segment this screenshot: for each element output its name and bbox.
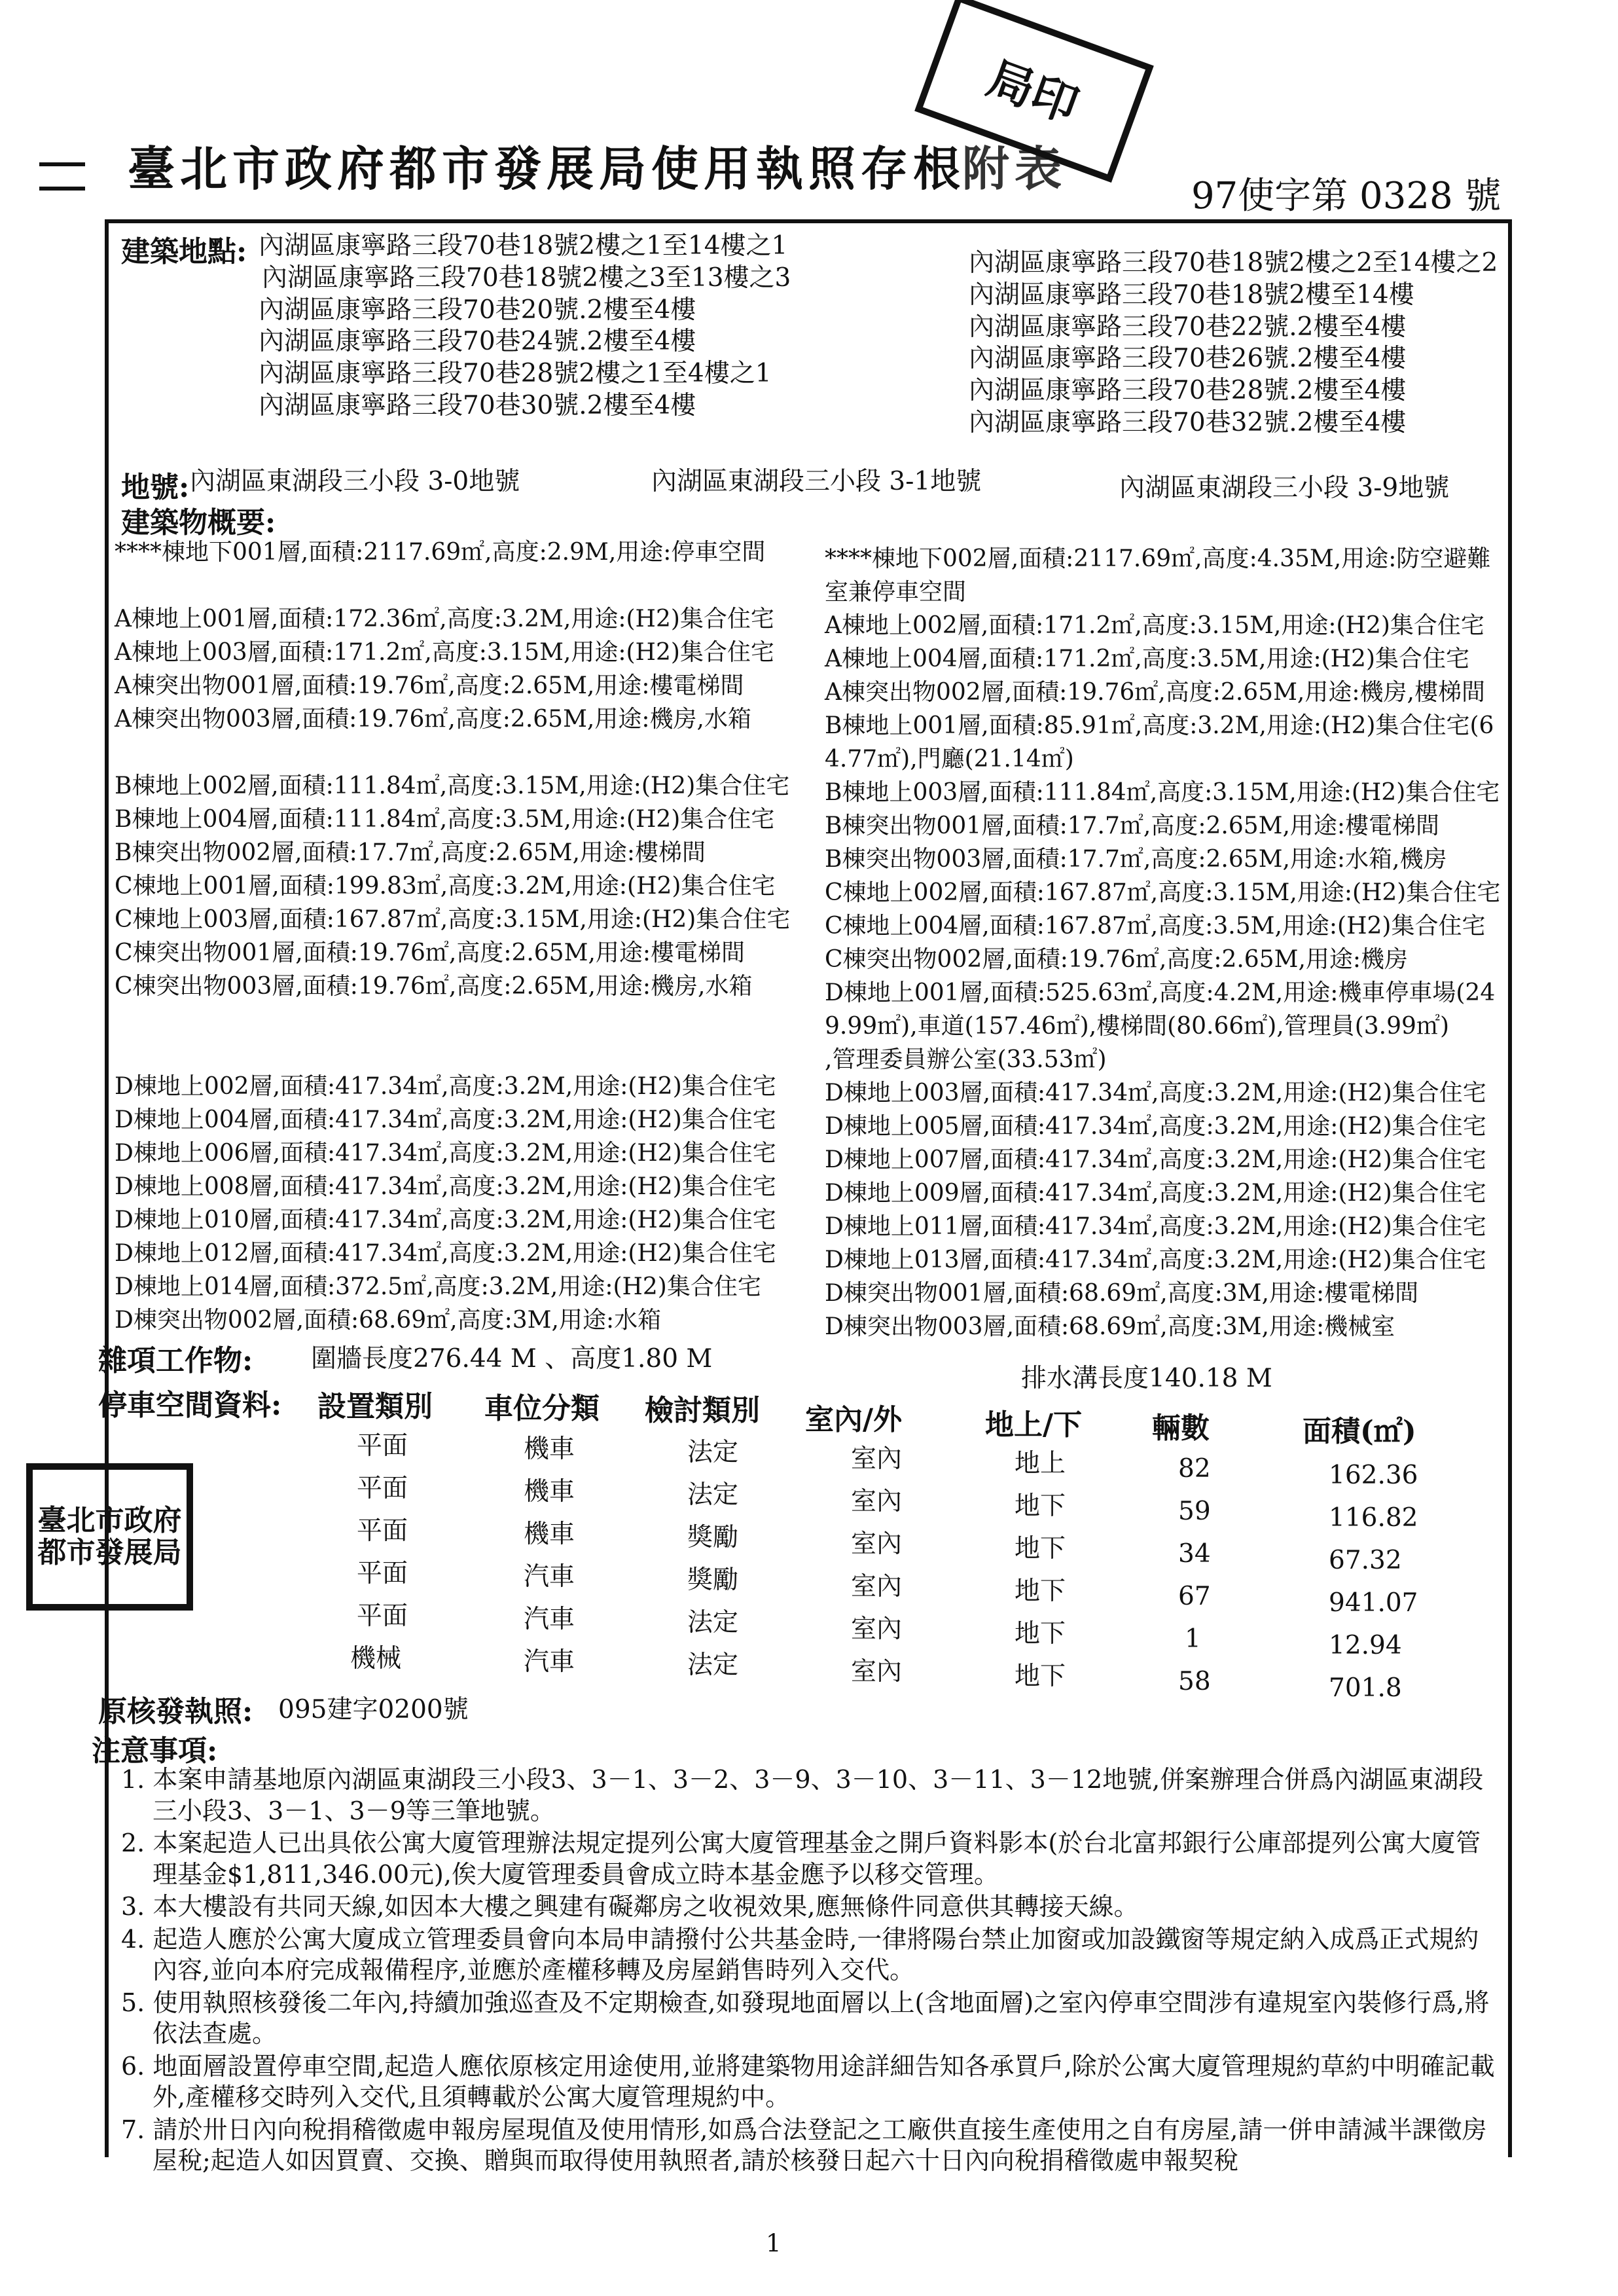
drain-spec: 排水溝長度140.18 M [1021, 1364, 1272, 1393]
building-floor-item: D棟地上003層,面積:417.34㎡,高度:3.2M,用途:(H2)集合住宅 [825, 1080, 1486, 1106]
building-floor-item: C棟突出物002層,面積:19.76㎡,高度:2.65M,用途:機房 [825, 946, 1409, 973]
building-floor-item: B棟地上004層,面積:111.84㎡,高度:3.5M,用途:(H2)集合住宅 [115, 806, 775, 833]
building-floor-item: B棟突出物003層,面積:17.7㎡,高度:2.65M,用途:水箱,機房 [825, 846, 1447, 873]
parking-cell: 34 [1178, 1539, 1211, 1569]
parking-cell: 地下 [1015, 1576, 1066, 1606]
building-floor-item: C棟地上004層,面積:167.87㎡,高度:3.5M,用途:(H2)集合住宅 [825, 913, 1486, 939]
building-floor-item: D棟地上009層,面積:417.34㎡,高度:3.2M,用途:(H2)集合住宅 [825, 1180, 1486, 1207]
box-right-border [1508, 219, 1512, 2157]
parking-cell: 1 [1185, 1624, 1201, 1654]
building-floor-item: 9.99㎡),車道(157.46㎡),樓梯間(80.66㎡),管理員(3.99㎡) [825, 1013, 1449, 1040]
location-item: 內湖區康寧路三段70巷20號.2樓至4樓 [259, 295, 696, 325]
agency-seal-stamp [26, 1463, 193, 1611]
building-floor-item: A棟地上002層,面積:171.2㎡,高度:3.15M,用途:(H2)集合住宅 [825, 612, 1484, 639]
building-floor-item: D棟突出物003層,面積:68.69㎡,高度:3M,用途:機械室 [825, 1313, 1395, 1340]
original-permit-label: 原核發執照: [98, 1695, 253, 1728]
building-floor-item [115, 1036, 821, 1070]
parking-cell: 地下 [1015, 1662, 1066, 1691]
parking-cell: 941.07 [1329, 1588, 1418, 1618]
parking-header-cell: 面積(㎡) [1303, 1415, 1416, 1448]
parking-cell: 機車 [524, 1434, 575, 1464]
lot-item: 內湖區東湖段三小段 3-0地號 [190, 467, 520, 496]
building-floor-item: D棟突出物001層,面積:68.69㎡,高度:3M,用途:樓電梯間 [825, 1280, 1419, 1307]
building-floor-item: 4.77㎡),門廳(21.14㎡) [825, 746, 1074, 773]
building-floor-item: D棟地上014層,面積:372.5㎡,高度:3.2M,用途:(H2)集合住宅 [115, 1273, 761, 1300]
parking-cell: 汽車 [524, 1647, 575, 1677]
parking-cell: 獎勵 [687, 1523, 739, 1552]
parking-header-cell: 檢討類別 [645, 1394, 760, 1427]
building-floor-item: A棟突出物002層,面積:19.76㎡,高度:2.65M,用途:機房,樓梯間 [825, 679, 1485, 706]
building-floor-item: D棟地上006層,面積:417.34㎡,高度:3.2M,用途:(H2)集合住宅 [115, 1140, 776, 1167]
location-item: 內湖區康寧路三段70巷32號.2樓至4樓 [969, 407, 1407, 437]
building-floor-item: D棟突出物002層,面積:68.69㎡,高度:3M,用途:水箱 [115, 1307, 662, 1334]
location-item: 內湖區康寧路三段70巷30號.2樓至4樓 [259, 390, 696, 420]
parking-cell: 162.36 [1329, 1461, 1418, 1490]
building-floor-item: C棟突出物001層,面積:19.76㎡,高度:2.65M,用途:樓電梯間 [115, 939, 746, 966]
building-floor-item: A棟地上001層,面積:172.36㎡,高度:3.2M,用途:(H2)集合住宅 [115, 606, 774, 632]
seal-text: 臺北市政府都市發展局 [37, 1504, 182, 1569]
note-item: 2. 本案起造人已出具依公寓大廈管理辦法規定提列公寓大廈管理基金之開戶資料影本(於台北富邦銀行公庫部提列公寓大廈管理基金$1,811,346.00元),俟大廈管理委員會成立時本基金應予以移交管理。 [121, 1829, 1481, 1889]
parking-cell: 平面 [357, 1474, 408, 1503]
permit-number: 97使字第 0328 號 [1191, 175, 1501, 217]
parking-header-cell: 輛數 [1152, 1412, 1210, 1445]
notes-list [121, 1764, 1502, 2178]
notes-label: 注意事項: [92, 1734, 218, 1768]
building-floor-item: ****棟地下002層,面積:2117.69㎡,高度:4.35M,用途:防空避難 [825, 545, 1491, 572]
location-item: 內湖區康寧路三段70巷28號.2樓至4樓 [969, 376, 1407, 405]
original-permit-value: 095建字0200號 [278, 1695, 469, 1724]
building-floor-item: D棟地上011層,面積:417.34㎡,高度:3.2M,用途:(H2)集合住宅 [825, 1213, 1486, 1240]
building-floor-item: D棟地上004層,面積:417.34㎡,高度:3.2M,用途:(H2)集合住宅 [115, 1106, 776, 1133]
note-item: 6. 地面層設置停車空間,起造人應依原核定用途使用,並將建築物用途詳細告知各承買戶,除於公寓大廈管理規約草約中明確記載外,產權移交時列入交代,且須轉載於公寓大廈管理規約中。 [121, 2051, 1495, 2111]
building-floor-item [115, 736, 821, 769]
parking-cell: 平面 [357, 1431, 408, 1461]
overview-right-list [825, 542, 1505, 1343]
parking-cell: 室內 [851, 1487, 903, 1516]
parking-cell: 機械 [350, 1644, 402, 1673]
location-item: 內湖區康寧路三段70巷26號.2樓至4樓 [969, 344, 1407, 374]
building-floor-item: B棟突出物002層,面積:17.7㎡,高度:2.65M,用途:樓梯間 [115, 839, 706, 866]
lot-item: 內湖區東湖段三小段 3-1地號 [651, 467, 982, 496]
parking-cell: 汽車 [524, 1562, 575, 1592]
parking-cell: 地下 [1015, 1534, 1066, 1563]
building-floor-item: C棟地上003層,面積:167.87㎡,高度:3.15M,用途:(H2)集合住宅 [115, 906, 791, 933]
building-floor-item: B棟地上002層,面積:111.84㎡,高度:3.15M,用途:(H2)集合住宅 [115, 773, 790, 799]
location-item: 內湖區康寧路三段70巷22號.2樓至4樓 [969, 312, 1407, 342]
parking-cell: 701.8 [1329, 1673, 1402, 1703]
parking-cell: 12.94 [1329, 1631, 1402, 1660]
building-floor-item: C棟地上002層,面積:167.87㎡,高度:3.15M,用途:(H2)集合住宅 [825, 879, 1501, 906]
location-right-list [969, 247, 1498, 439]
margin-mark [39, 162, 85, 166]
wall-spec: 圍牆長度276.44 M 、高度1.80 M [311, 1344, 713, 1374]
parking-header-cell: 設置類別 [317, 1390, 433, 1423]
building-floor-item: D棟地上007層,面積:417.34㎡,高度:3.2M,用途:(H2)集合住宅 [825, 1146, 1486, 1173]
parking-cell: 67.32 [1329, 1546, 1402, 1575]
box-left-border [105, 219, 109, 2157]
note-item: 5. 使用執照核發後二年內,持續加強巡查及不定期檢查,如發現地面層以上(含地面層)之室內停車空間涉有違規室內裝修行爲,將依法查處。 [121, 1988, 1490, 2048]
building-floor-item: A棟地上003層,面積:171.2㎡,高度:3.15M,用途:(H2)集合住宅 [115, 639, 774, 666]
title-overlap-text: 附表 [962, 141, 1068, 196]
location-item: 內湖區康寧路三段70巷24號.2樓至4樓 [259, 327, 696, 357]
location-item: 內湖區康寧路三段70巷28號2樓之1至4樓之1 [259, 359, 772, 388]
building-floor-item: B棟地上001層,面積:85.91㎡,高度:3.2M,用途:(H2)集合住宅(6 [825, 712, 1494, 739]
parking-header-cell: 車位分類 [484, 1392, 600, 1425]
parking-cell: 67 [1178, 1582, 1211, 1611]
note-item: 4. 起造人應於公寓大廈成立管理委員會向本局申請撥付公共基金時,一律將陽台禁止加窗或加設鐵窗等規定納入成爲正式規約內容,並向本府完成報備程序,並應於產權移轉及房屋銷售時列入交代。 [121, 1924, 1479, 1984]
building-floor-item: C棟地上001層,面積:199.83㎡,高度:3.2M,用途:(H2)集合住宅 [115, 873, 776, 900]
parking-header-cell: 室內/外 [805, 1403, 903, 1436]
building-floor-item: ,管理委員辦公室(33.53㎡) [825, 1046, 1107, 1073]
note-item: 7. 請於卅日內向稅捐稽徵處申報房屋現值及使用情形,如爲合法登記之工廠供直接生產使用之自有房屋,請一併申請減半課徵房屋稅;起造人如因買賣、交換、贈與而取得使用執照者,請於核發日起六十日內向稅捐稽徵處申報契稅 [121, 2115, 1487, 2175]
location-item: 內湖區康寧路三段70巷18號2樓之1至14樓之1 [259, 231, 788, 261]
parking-cell: 機車 [524, 1477, 575, 1506]
overview-left-list [115, 536, 821, 1337]
parking-cell: 82 [1178, 1454, 1211, 1484]
building-floor-item [115, 1003, 821, 1036]
overview-label: 建築物概要: [121, 506, 276, 539]
building-floor-item: B棟突出物001層,面積:17.7㎡,高度:2.65M,用途:樓電梯間 [825, 812, 1440, 839]
building-floor-item: D棟地上013層,面積:417.34㎡,高度:3.2M,用途:(H2)集合住宅 [825, 1247, 1486, 1273]
parking-cell: 地上 [1015, 1449, 1066, 1478]
parking-cell: 平面 [357, 1601, 408, 1631]
parking-cell: 58 [1178, 1667, 1211, 1696]
parking-cell: 獎勵 [687, 1565, 739, 1595]
parking-cell: 室內 [851, 1529, 903, 1559]
parking-cell: 地下 [1015, 1491, 1066, 1521]
lot-label: 地號: [121, 471, 190, 504]
parking-cell: 機車 [524, 1520, 575, 1549]
building-floor-item: D棟地上012層,面積:417.34㎡,高度:3.2M,用途:(H2)集合住宅 [115, 1240, 776, 1267]
box-top-border [105, 219, 1512, 223]
parking-cell: 室內 [851, 1657, 903, 1686]
parking-cell: 法定 [687, 1480, 739, 1510]
building-floor-item: B棟地上003層,面積:111.84㎡,高度:3.15M,用途:(H2)集合住宅 [825, 779, 1500, 806]
seal-text: 局印 [980, 50, 1086, 133]
margin-mark [39, 187, 85, 191]
building-floor-item: D棟地上001層,面積:525.63㎡,高度:4.2M,用途:機車停車場(24 [825, 979, 1496, 1006]
note-item: 1. 本案申請基地原內湖區東湖段三小段3、3－1、3－2、3－9、3－10、3－11、3－12地號,併案辦理合併爲內湖區東湖段三小段3、3－1、3－9等三筆地號。 [121, 1765, 1484, 1825]
page-number: 1 [766, 2229, 782, 2257]
building-floor-item: ****棟地下001層,面積:2117.69㎡,高度:2.9M,用途:停車空間 [115, 539, 766, 566]
parking-header-cell: 地上/下 [985, 1408, 1083, 1442]
parking-cell: 59 [1178, 1497, 1211, 1526]
note-item: 3. 本大樓設有共同天線,如因本大樓之興建有礙鄰房之收視效果,應無條件同意供其轉接天線。 [121, 1892, 1139, 1921]
document-title: 臺北市政府都市發展局使用執照存根 [128, 141, 966, 196]
building-floor-item: C棟突出物003層,面積:19.76㎡,高度:2.65M,用途:機房,水箱 [115, 973, 753, 1000]
building-floor-item: A棟突出物001層,面積:19.76㎡,高度:2.65M,用途:樓電梯間 [115, 672, 744, 699]
location-left-list [259, 230, 791, 422]
location-label: 建築地點: [121, 235, 247, 268]
parking-cell: 室內 [851, 1614, 903, 1644]
parking-cell: 法定 [687, 1438, 739, 1467]
building-floor-item: D棟地上008層,面積:417.34㎡,高度:3.2M,用途:(H2)集合住宅 [115, 1173, 776, 1200]
building-floor-item [115, 569, 821, 602]
parking-label: 停車空間資料: [98, 1389, 282, 1422]
parking-cell: 法定 [687, 1608, 739, 1637]
building-floor-item: D棟地上010層,面積:417.34㎡,高度:3.2M,用途:(H2)集合住宅 [115, 1207, 776, 1233]
parking-cell: 地下 [1015, 1619, 1066, 1649]
location-item: 內湖區康寧路三段70巷18號2樓至14樓 [969, 280, 1414, 310]
building-floor-item: D棟地上002層,面積:417.34㎡,高度:3.2M,用途:(H2)集合住宅 [115, 1073, 776, 1100]
location-item: 內湖區康寧路三段70巷18號2樓之3至13樓之3 [262, 263, 791, 293]
parking-cell: 116.82 [1329, 1503, 1418, 1533]
location-item: 內湖區康寧路三段70巷18號2樓之2至14樓之2 [969, 248, 1498, 278]
lot-item: 內湖區東湖段三小段 3-9地號 [1119, 473, 1450, 503]
parking-cell: 平面 [357, 1559, 408, 1588]
parking-cell: 汽車 [524, 1605, 575, 1634]
building-floor-item: A棟地上004層,面積:171.2㎡,高度:3.5M,用途:(H2)集合住宅 [825, 646, 1469, 672]
parking-cell: 室內 [851, 1444, 903, 1474]
parking-cell: 法定 [687, 1650, 739, 1680]
misc-works-label: 雜項工作物: [98, 1344, 253, 1377]
parking-cell: 平面 [357, 1516, 408, 1546]
building-floor-item: A棟突出物003層,面積:19.76㎡,高度:2.65M,用途:機房,水箱 [115, 706, 751, 733]
building-floor-item: 室兼停車空間 [825, 579, 967, 606]
parking-cell: 室內 [851, 1572, 903, 1601]
building-floor-item: D棟地上005層,面積:417.34㎡,高度:3.2M,用途:(H2)集合住宅 [825, 1113, 1486, 1140]
